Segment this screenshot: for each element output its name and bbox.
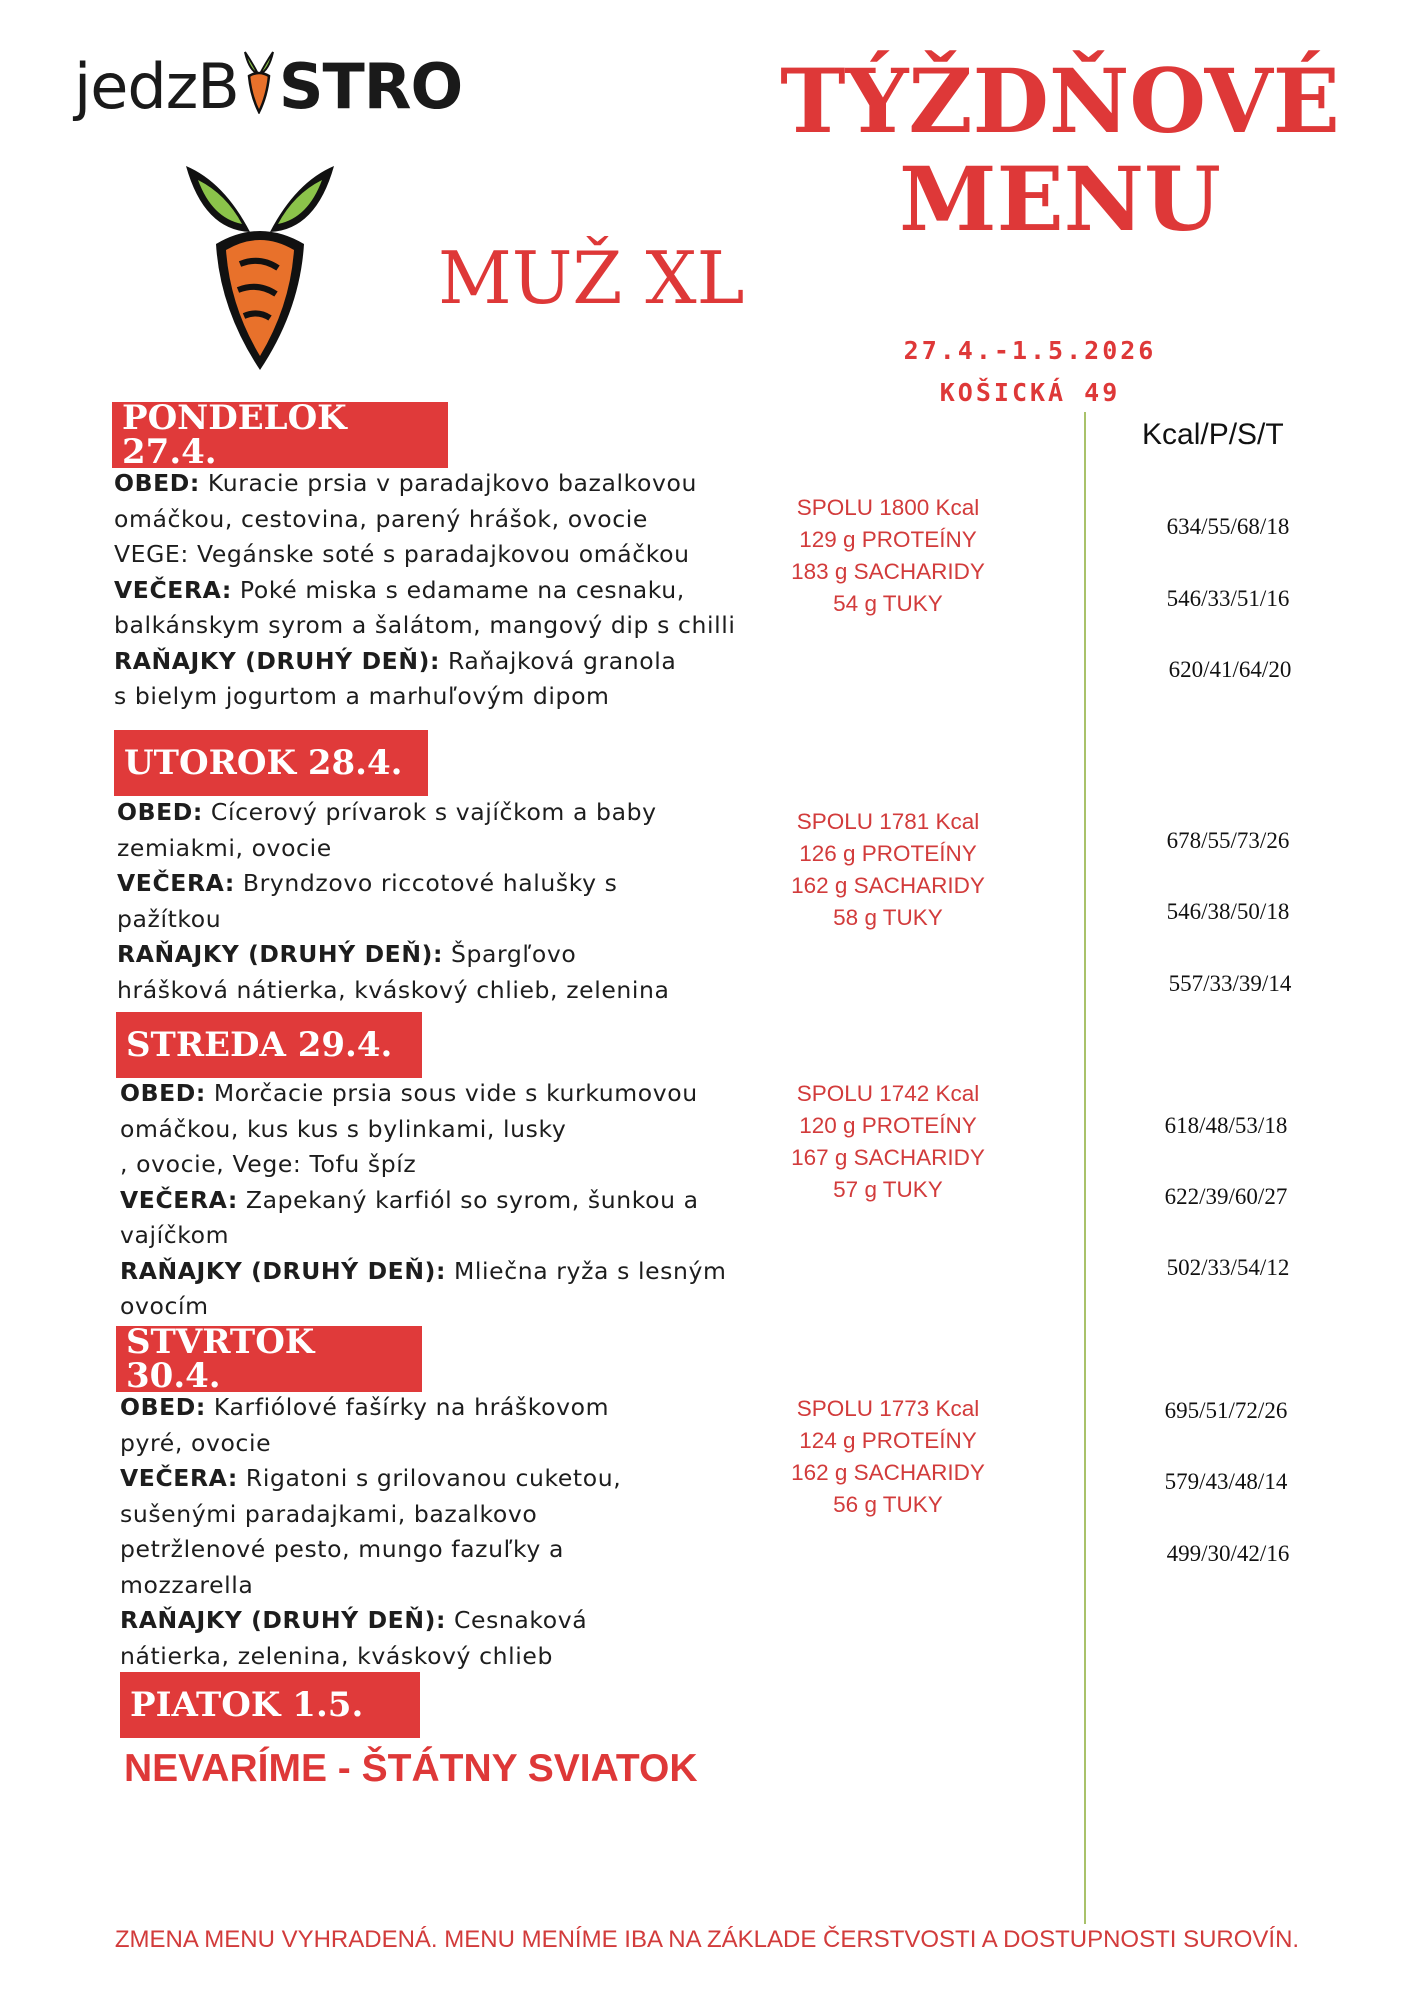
day-heading: PONDELOK 27.4. <box>112 402 448 468</box>
meal-line: pažítkou <box>117 904 222 933</box>
day-meals <box>120 1390 621 1674</box>
meal-line: mozzarella <box>120 1570 254 1599</box>
brand-logo <box>74 50 463 123</box>
day-totals: SPOLU 1781 Kcal 126 g PROTEÍNY 162 g SACHARIDY 58 g TUKY <box>791 809 985 930</box>
macro-value: 620/41/64/20 <box>1168 657 1292 682</box>
meal-line: pyré, ovocie <box>120 1428 272 1457</box>
macro-value: 546/33/51/16 <box>1166 586 1290 611</box>
title-line-2: MENU <box>899 147 1221 251</box>
meal-line: OBED: Cícerový prívarok s vajíčkom a baby <box>117 798 657 826</box>
meal-line: RAŇAJKY (DRUHÝ DEŇ): Špargľovo <box>117 940 577 968</box>
meal-line: hrášková nátierka, kváskový chlieb, zelenina <box>117 975 670 1004</box>
page-title <box>740 49 1380 251</box>
day-totals: SPOLU 1742 Kcal 120 g PROTEÍNY 167 g SACHARIDY 57 g TUKY <box>791 1081 985 1202</box>
day-meals <box>114 466 736 715</box>
title-line-1: TÝŽDŇOVÉ <box>780 49 1340 153</box>
date-range: 27.4.-1.5.2026 <box>903 336 1157 365</box>
meal-line: VEČERA: Bryndzovo riccotové halušky s <box>117 869 618 897</box>
meal-line: RAŇAJKY (DRUHÝ DEŇ): Raňajková granola <box>114 646 677 675</box>
day-heading: PIATOK 1.5. <box>120 1672 420 1738</box>
meal-line: VEČERA: Poké miska s edamame na cesnaku, <box>114 575 685 604</box>
meal-line: OBED: Morčacie prsia sous vide s kurkumovou <box>120 1079 698 1107</box>
macro-value: 678/55/73/26 <box>1166 828 1290 853</box>
day-meals <box>120 1076 727 1325</box>
macro-column-header: Kcal/P/S/T <box>1142 418 1284 451</box>
address: KOŠICKÁ 49 <box>939 378 1121 407</box>
day-totals: SPOLU 1800 Kcal 129 g PROTEÍNY 183 g SACHARIDY 54 g TUKY <box>791 495 985 616</box>
day-heading: UTOROK 28.4. <box>114 730 428 796</box>
macro-value: 546/38/50/18 <box>1166 899 1290 924</box>
menu-variant: MUŽ XL <box>438 236 745 320</box>
logo-carrot-icon <box>239 50 279 114</box>
logo-text-prefix: jedzB <box>74 50 239 123</box>
meal-line: nátierka, zelenina, kváskový chlieb <box>120 1641 553 1670</box>
macro-value: 695/51/72/26 <box>1164 1398 1288 1423</box>
meal-line: balkánskym syrom a šalátom, mangový dip s chilli <box>114 611 736 639</box>
meal-line: VEČERA: Zapekaný karfiól so syrom, šunkou a <box>120 1185 699 1214</box>
meal-line: OBED: Karfiólové fašírky na hráškovom <box>120 1393 610 1421</box>
date-and-address <box>870 330 1190 414</box>
logo-text-suffix: STRO <box>278 50 463 123</box>
meal-line: s bielym jogurtom a marhuľovým dipom <box>114 682 610 710</box>
carrot-icon <box>180 160 340 372</box>
footer-note: ZMENA MENU VYHRADENÁ. MENU MENÍME IBA NA ZÁKLADE ČERSTVOSTI A DOSTUPNOSTI SUROVÍN. <box>114 1926 1300 1953</box>
meal-line: zemiakmi, ovocie <box>117 833 332 862</box>
meal-line: RAŇAJKY (DRUHÝ DEŇ): Mliečna ryža s lesným <box>120 1256 727 1285</box>
day-heading: ŠTVRTOK 30.4. <box>116 1326 422 1392</box>
meal-line: OBED: Kuracie prsia v paradajkovo bazalkovou <box>114 469 697 497</box>
macro-value: 618/48/53/18 <box>1164 1113 1288 1138</box>
macro-value: 634/55/68/18 <box>1166 514 1290 539</box>
meal-line: , ovocie, Vege: Tofu špíz <box>120 1150 417 1178</box>
day-heading: STREDA 29.4. <box>116 1012 422 1078</box>
macro-value: 557/33/39/14 <box>1168 971 1292 996</box>
macro-value: 499/30/42/16 <box>1166 1541 1290 1566</box>
macro-value: 579/43/48/14 <box>1164 1469 1288 1494</box>
column-divider <box>1084 412 1086 1924</box>
holiday-notice: NEVARÍME - ŠTÁTNY SVIATOK <box>124 1747 698 1790</box>
meal-line: vajíčkom <box>120 1221 230 1249</box>
meal-line: omáčkou, kus kus s bylinkami, lusky <box>120 1114 567 1143</box>
macro-value: 502/33/54/12 <box>1166 1255 1290 1280</box>
macro-value: 622/39/60/27 <box>1164 1184 1288 1209</box>
day-meals <box>117 795 670 1008</box>
meal-line: VEGE: Vegánske soté s paradajkovou omáčkou <box>114 540 690 568</box>
meal-line: ovocím <box>120 1292 209 1320</box>
meal-line: omáčkou, cestovina, parený hrášok, ovocie <box>114 504 648 533</box>
meal-line: petržlenové pesto, mungo fazuľky a <box>120 1535 564 1563</box>
meal-line: RAŇAJKY (DRUHÝ DEŇ): Cesnaková <box>120 1606 588 1634</box>
day-totals: SPOLU 1773 Kcal 124 g PROTEÍNY 162 g SACHARIDY 56 g TUKY <box>791 1396 985 1517</box>
meal-line: sušenými paradajkami, bazalkovo <box>120 1499 538 1528</box>
meal-line: VEČERA: Rigatoni s grilovanou cuketou, <box>120 1464 622 1492</box>
